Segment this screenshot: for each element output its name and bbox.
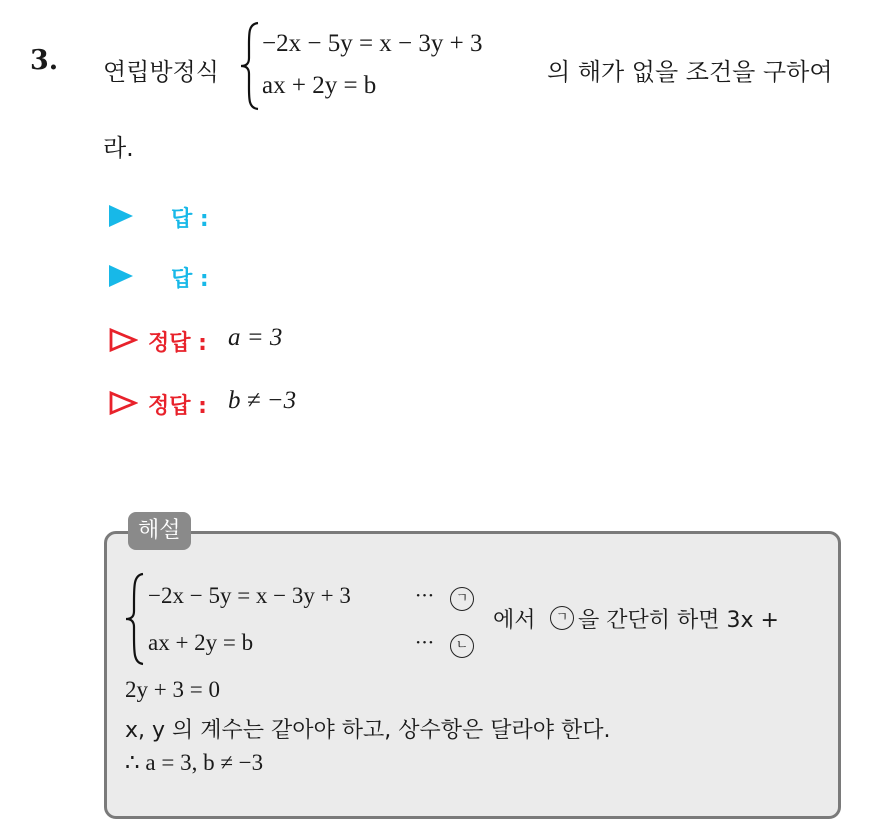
solution-brace: [124, 572, 146, 666]
solution-text-post: 을 간단히 하면 3x +: [578, 608, 779, 633]
correct-answer-label: 정답 :: [148, 331, 207, 356]
correct-answer-label: 정답 :: [148, 394, 207, 419]
solution-equation-1: −2x − 5y = x − 3y + 3: [148, 583, 351, 608]
question-equation-1: −2x − 5y = x − 3y + 3: [262, 30, 483, 57]
solution-text-pre: 에서: [493, 608, 536, 633]
correct-arrow-icon: [108, 390, 138, 416]
answer-label: 답 :: [171, 267, 209, 292]
answer-arrow-icon: [109, 265, 133, 287]
system-brace: [238, 20, 262, 112]
question-continuation: 라.: [103, 134, 134, 162]
question-prefix: 연립방정식: [103, 58, 219, 86]
solution-line-2: 2y + 3 = 0: [125, 677, 220, 702]
circle-mark-2-icon: ㄴ: [450, 634, 474, 658]
solution-dots: ···: [415, 583, 435, 607]
correct-answer-value: a = 3: [228, 324, 283, 351]
correct-answer-value: b ≠ −3: [228, 387, 297, 414]
question-suffix: 의 해가 없을 조건을 구하여: [547, 58, 833, 86]
solution-equation-2: ax + 2y = b: [148, 630, 254, 655]
circle-mark-1-icon: ㄱ: [450, 587, 474, 611]
correct-arrow-icon: [108, 327, 138, 353]
circle-mark-1-icon: ㄱ: [550, 606, 574, 630]
solution-dots: ···: [415, 630, 435, 654]
solution-line-4: ∴ a = 3, b ≠ −3: [125, 750, 264, 775]
answer-arrow-icon: [109, 205, 133, 227]
question-equation-2: ax + 2y = b: [262, 72, 377, 99]
question-number: 3.: [30, 45, 59, 76]
solution-tag: 해설: [128, 512, 191, 550]
solution-line-3: x, y 의 계수는 같아야 하고, 상수항은 달라야 한다.: [125, 718, 611, 743]
answer-label: 답 :: [171, 207, 209, 232]
